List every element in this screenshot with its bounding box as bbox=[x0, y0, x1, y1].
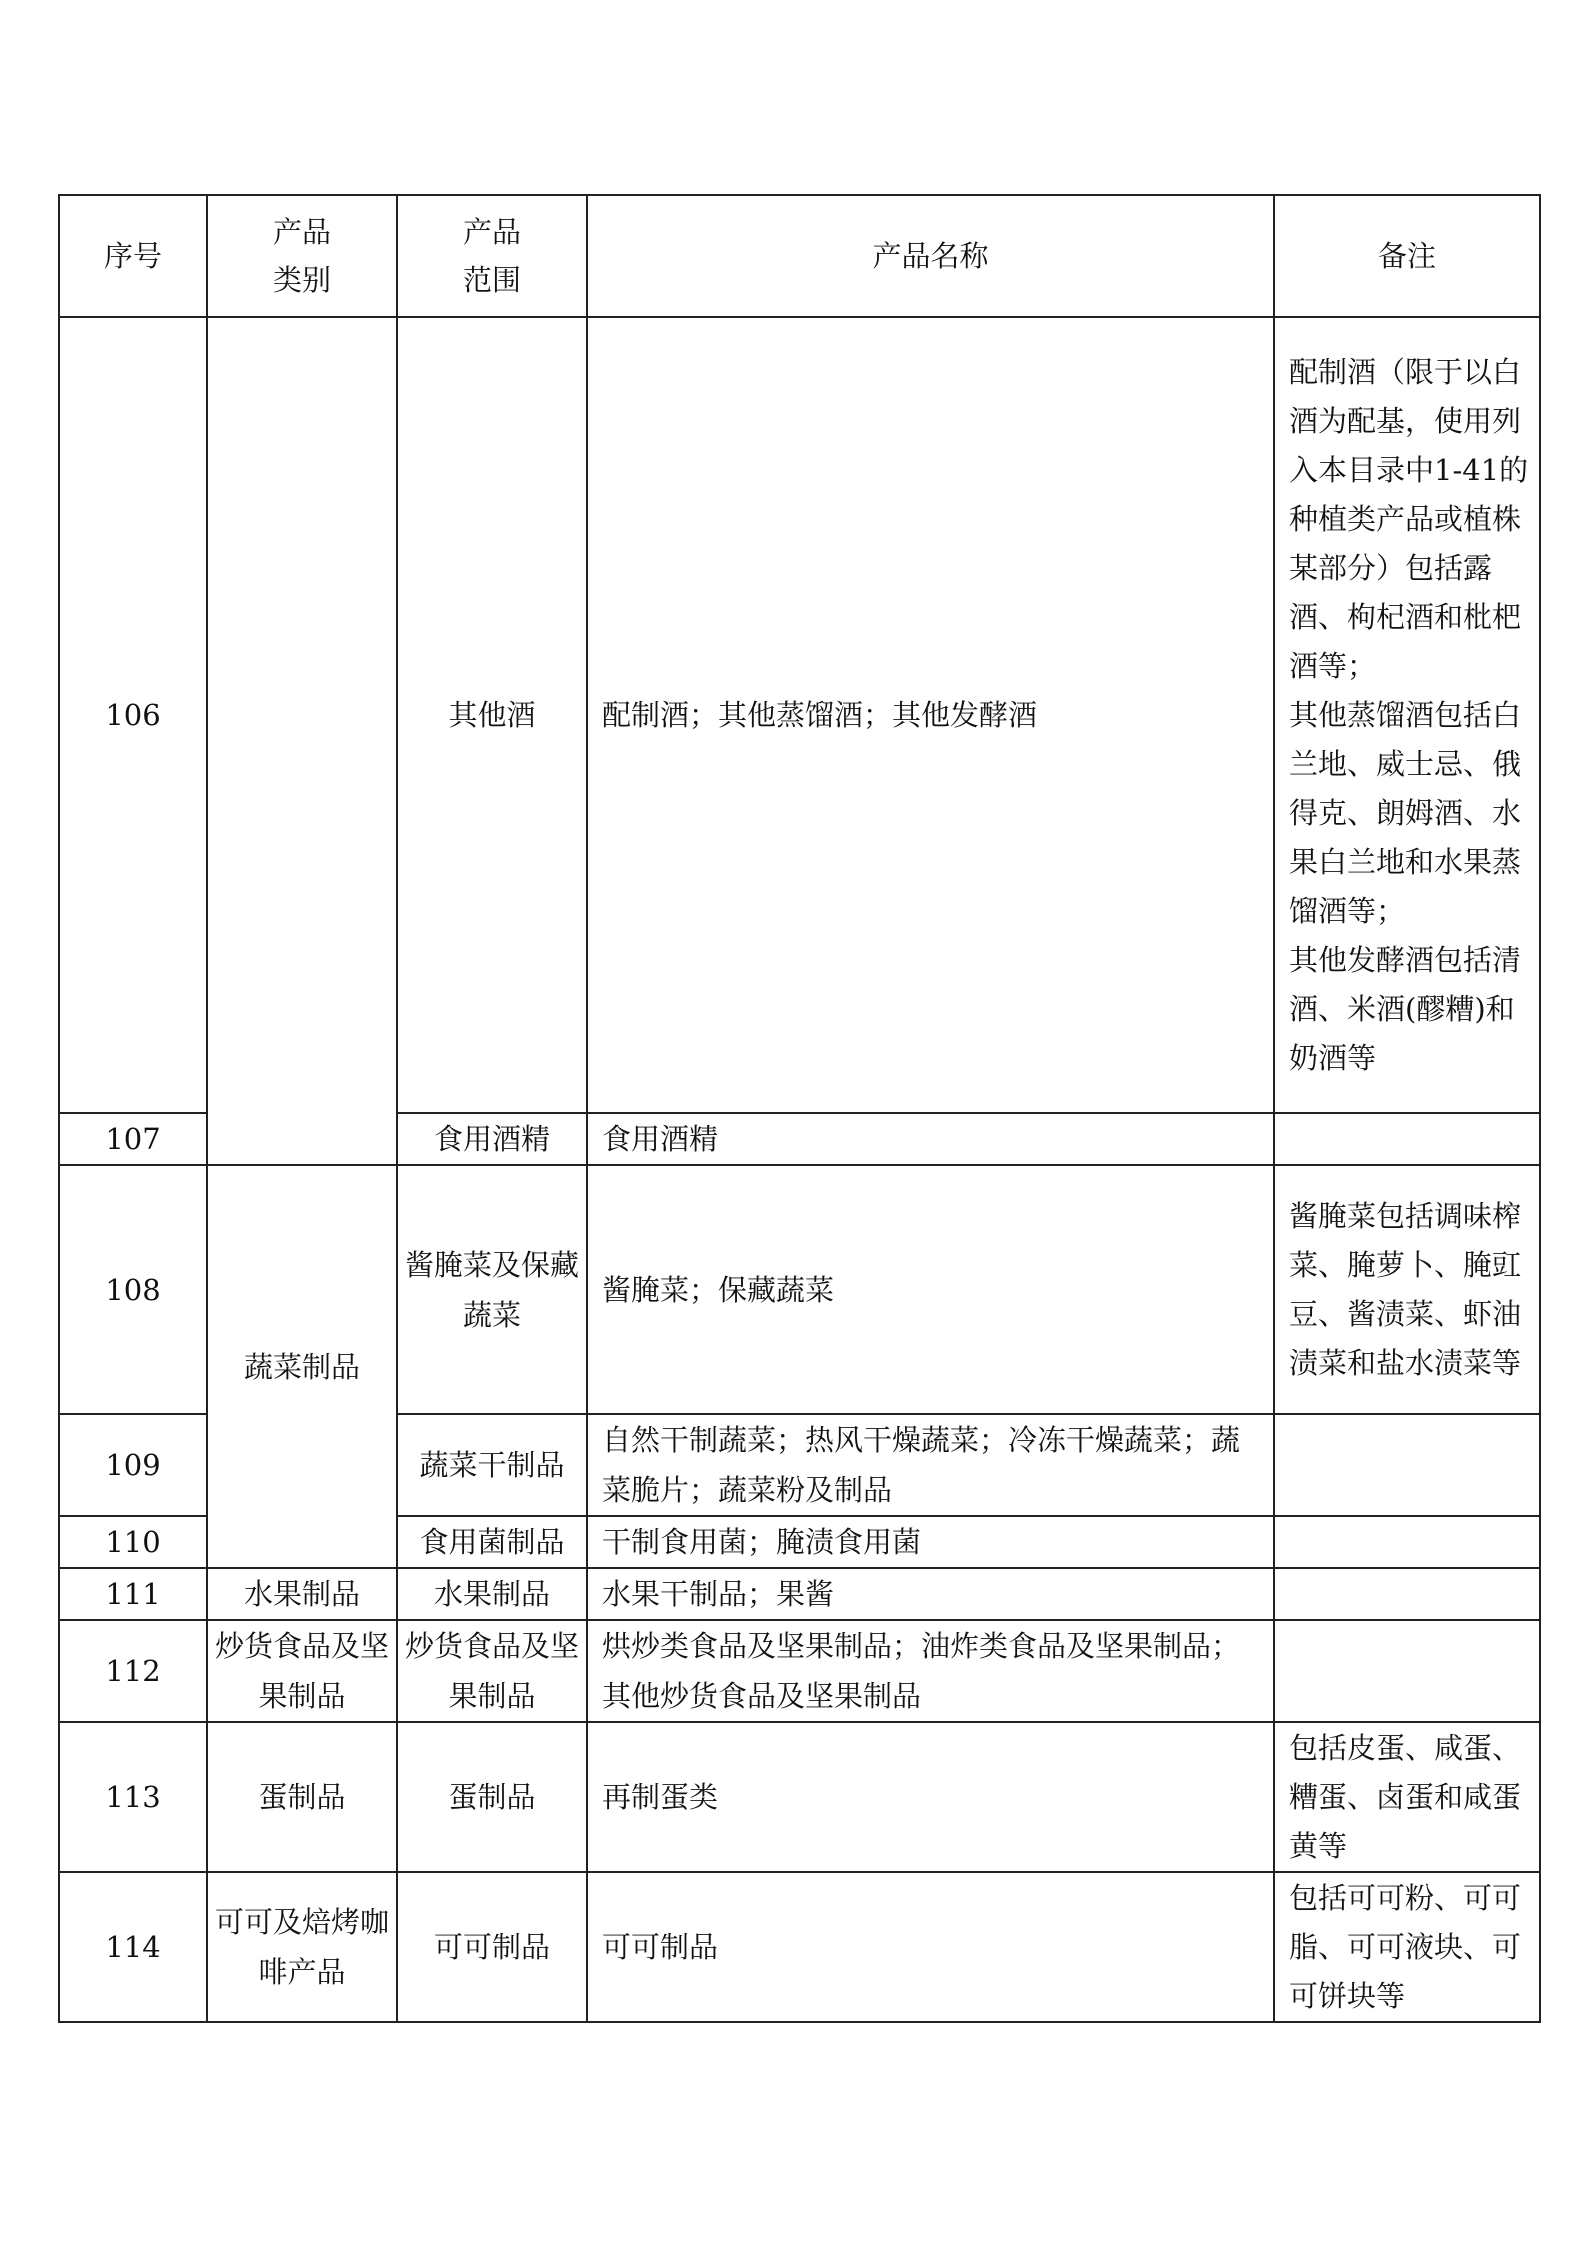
cell-scope: 其他酒 bbox=[397, 317, 587, 1113]
cell-scope: 可可制品 bbox=[397, 1872, 587, 2022]
cell-note: 酱腌菜包括调味榨菜、腌萝卜、腌豇豆、酱渍菜、虾油渍菜和盐水渍菜等 bbox=[1274, 1165, 1540, 1414]
header-scope: 产品 范围 bbox=[397, 195, 587, 317]
table-row bbox=[59, 1165, 1540, 1414]
table-row bbox=[59, 317, 1540, 1113]
cell-no: 111 bbox=[59, 1568, 207, 1620]
cell-no: 114 bbox=[59, 1872, 207, 2022]
cell-category: 蛋制品 bbox=[207, 1722, 397, 1872]
cell-name: 酱腌菜；保藏蔬菜 bbox=[587, 1165, 1274, 1414]
header-note: 备注 bbox=[1274, 195, 1540, 317]
cell-category: 水果制品 bbox=[207, 1568, 397, 1620]
cell-name: 烘炒类食品及坚果制品；油炸类食品及坚果制品；其他炒货食品及坚果制品 bbox=[587, 1620, 1274, 1722]
cell-note: 包括皮蛋、咸蛋、糟蛋、卤蛋和咸蛋黄等 bbox=[1274, 1722, 1540, 1872]
cell-no: 106 bbox=[59, 317, 207, 1113]
cell-note: 包括可可粉、可可脂、可可液块、可可饼块等 bbox=[1274, 1872, 1540, 2022]
cell-name: 可可制品 bbox=[587, 1872, 1274, 2022]
cell-scope: 蛋制品 bbox=[397, 1722, 587, 1872]
cell-note bbox=[1274, 1113, 1540, 1165]
cell-category: 炒货食品及坚果制品 bbox=[207, 1620, 397, 1722]
cell-no: 113 bbox=[59, 1722, 207, 1872]
cell-no: 107 bbox=[59, 1113, 207, 1165]
table-row bbox=[59, 1620, 1540, 1722]
cell-note bbox=[1274, 1568, 1540, 1620]
cell-no: 109 bbox=[59, 1414, 207, 1516]
cell-category-empty bbox=[207, 317, 397, 1165]
cell-scope: 食用菌制品 bbox=[397, 1516, 587, 1568]
cell-category: 可可及焙烤咖啡产品 bbox=[207, 1872, 397, 2022]
cell-name: 再制蛋类 bbox=[587, 1722, 1274, 1872]
cell-category: 蔬菜制品 bbox=[207, 1165, 397, 1568]
cell-name: 自然干制蔬菜；热风干燥蔬菜；冷冻干燥蔬菜；蔬菜脆片；蔬菜粉及制品 bbox=[587, 1414, 1274, 1516]
cell-note: 配制酒（限于以白酒为配基，使用列入本目录中1-41的种植类产品或植株某部分）包括露酒、枸杞酒和枇杷酒等； 其他蒸馏酒包括白兰地、威士忌、俄得克、朗姆酒、水果白兰地和水果蒸馏酒等； 其他发酵酒包括清酒、米酒(醪糟)和奶酒等 bbox=[1274, 317, 1540, 1113]
cell-note bbox=[1274, 1516, 1540, 1568]
cell-name: 干制食用菌；腌渍食用菌 bbox=[587, 1516, 1274, 1568]
table-row bbox=[59, 1872, 1540, 2022]
table-row bbox=[59, 1722, 1540, 1872]
cell-note bbox=[1274, 1414, 1540, 1516]
product-catalog-table bbox=[58, 194, 1541, 2023]
document-page bbox=[58, 194, 1541, 2023]
cell-scope: 炒货食品及坚果制品 bbox=[397, 1620, 587, 1722]
header-category: 产品 类别 bbox=[207, 195, 397, 317]
table-row bbox=[59, 1568, 1540, 1620]
cell-name: 水果干制品；果酱 bbox=[587, 1568, 1274, 1620]
cell-scope: 蔬菜干制品 bbox=[397, 1414, 587, 1516]
cell-name: 配制酒；其他蒸馏酒；其他发酵酒 bbox=[587, 317, 1274, 1113]
table-header-row bbox=[59, 195, 1540, 317]
cell-no: 110 bbox=[59, 1516, 207, 1568]
cell-scope: 食用酒精 bbox=[397, 1113, 587, 1165]
cell-no: 108 bbox=[59, 1165, 207, 1414]
header-name: 产品名称 bbox=[587, 195, 1274, 317]
cell-scope: 酱腌菜及保藏蔬菜 bbox=[397, 1165, 587, 1414]
cell-no: 112 bbox=[59, 1620, 207, 1722]
cell-scope: 水果制品 bbox=[397, 1568, 587, 1620]
header-no: 序号 bbox=[59, 195, 207, 317]
cell-note bbox=[1274, 1620, 1540, 1722]
cell-name: 食用酒精 bbox=[587, 1113, 1274, 1165]
